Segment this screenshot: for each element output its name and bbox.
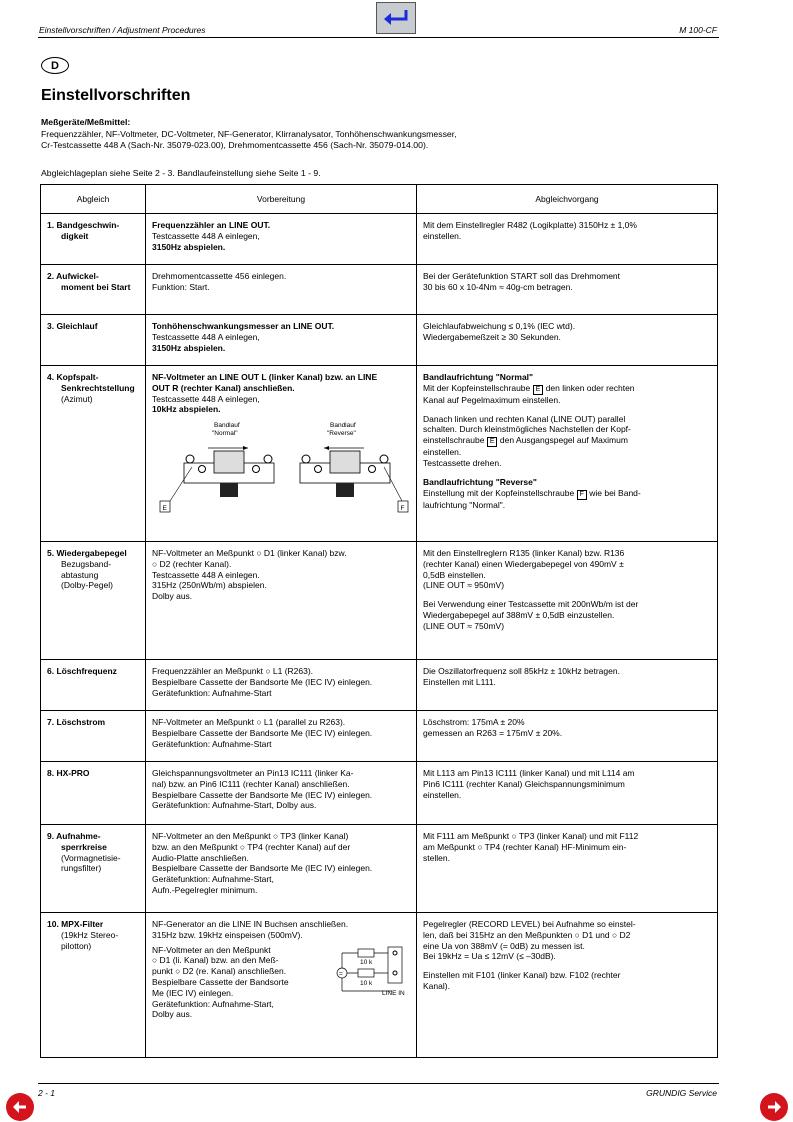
row-proc: Bandlaufrichtung "Normal" Mit der Kopfeinstellschraube E den linken oder rechten Kanal auf Pegelmaximum einstellen. Danach linken und rechten Kanal (LINE OUT) parallel schalten. Durch kleinstmögliches Nachstellen der Kopf- einstellschraube E den Ausgangspegel auf Maximum einstellen. Testcassette drehen. Bandlaufrichtung "Reverse" Einstellung mit der Kopfeinstellschraube F wie bei Band- laufrichtung "Normal". <box>417 366 718 542</box>
previous-page-button[interactable] <box>6 1093 34 1121</box>
row-prep: Tonhöhenschwankungsmesser an LINE OUT. Testcassette 448 A einlegen, 3150Hz abspielen. <box>146 315 417 366</box>
table-row <box>41 214 718 265</box>
head-reverse-drawing <box>300 446 390 497</box>
row-prep: NF-Voltmeter an Meßpunkt ○ D1 (linker Kanal) bzw. ○ D2 (rechter Kanal). Testcassette 448 A einlegen. 315Hz (250nWb/m) abspielen. Dolby aus. <box>146 542 417 660</box>
row-proc: Die Oszillatorfrequenz soll 85kHz ± 10kHz betragen. Einstellen mit L111. <box>417 660 718 711</box>
header-right: M 100-CF <box>679 25 717 35</box>
table-row <box>41 542 718 660</box>
arrow-left-icon <box>11 1098 29 1116</box>
head-alignment-diagram <box>152 421 410 515</box>
label-bandlauf-reverse-1: Bandlauf <box>330 422 356 430</box>
row-name: 4. Kopfspalt- Senkrechtstellung (Azimut) <box>41 366 146 542</box>
row-proc: Gleichlaufabweichung ≤ 0,1% (IEC wtd). Wiedergabemeßzeit ≥ 30 Sekunden. <box>417 315 718 366</box>
row-name: 9. Aufnahme- sperrkreise (Vormagnetisie- rungsfilter) <box>41 825 146 913</box>
row-name: 10. MPX-Filter (19kHz Stereo- pilotton) <box>41 913 146 1058</box>
table-row <box>41 315 718 366</box>
mpx-circuit-diagram <box>332 943 416 999</box>
table-row <box>41 825 718 913</box>
table-row <box>41 913 718 1058</box>
row-proc: Bei der Gerätefunktion START soll das Drehmoment 30 bis 60 x 10-4Nm ≈ 40g-cm betragen. <box>417 265 718 315</box>
page-number: 2 - 1 <box>38 1088 56 1098</box>
page-title: Einstellvorschriften <box>41 87 191 104</box>
row-prep: Frequenzzähler an LINE OUT. Testcassette 448 A einlegen, 3150Hz abspielen. <box>146 214 417 265</box>
next-page-button[interactable] <box>760 1093 788 1121</box>
footer-rule <box>38 1083 719 1084</box>
table-row <box>41 660 718 711</box>
resistor-1-label: 10 k <box>360 959 373 966</box>
back-button[interactable] <box>376 2 416 34</box>
header-rule <box>38 37 719 38</box>
row-proc: Mit L113 am Pin13 IC111 (linker Kanal) und mit L114 am Pin6 IC111 (rechter Kanal) Gleichspannungsminimum einstellen. <box>417 762 718 825</box>
row-prep: Frequenzzähler an Meßpunkt ○ L1 (R263). Bespielbare Cassette der Bandsorte Me (IEC IV) einlegen. Gerätefunktion: Aufnahme-Start <box>146 660 417 711</box>
row-prep: NF-Voltmeter an den Meßpunkt ○ TP3 (linker Kanal) bzw. an den Meßpunkt ○ TP4 (rechter Kanal) auf der Audio-Platte anschließen. Bespielbare Cassette der Bandsorte Me (IEC IV) einlegen. Gerätefunktion: Aufnahme-Start, Aufn.-Pegelregler minimum. <box>146 825 417 913</box>
row-proc: Mit den Einstellreglern R135 (linker Kanal) bzw. R136 (rechter Kanal) einen Wiedergabepegel von 490mV ± 0,5dB einstellen. (LINE OUT ≈ 950mV) Bei Verwendung einer Testcassette mit 200nWb/m ist der Wiedergabepegel auf 388mV ± 0,5dB einzustellen. (LINE OUT ≈ 750mV) <box>417 542 718 660</box>
row-prep: NF-Generator an die LINE IN Buchsen anschließen. 315Hz bzw. 19kHz einspeisen (500mV). NF-Voltmeter an den Meßpunkt ○ D1 (li. Kanal) bzw. an den Meß- punkt ○ D2 (re. Kanal) anschließen. Bespielbare Cassette der Bandsorte Me (IEC IV) einlegen. Gerätefunktion: Aufnahme-Start, Dolby aus. = 10 k 10 k LINE IN <box>146 913 417 1058</box>
row-proc: Pegelregler (RECORD LEVEL) bei Aufnahme so einstel- len, daß bei 315Hz an den Meßpunkten ○ D1 und ○ D2 eine Ua von 388mV (= 0dB) zu messen ist. Bei 19kHz = Ua ≤ 12mV (≤ –30dB). Einstellen mit F101 (linker Kanal) bzw. F102 (rechter Kanal). <box>417 913 718 1058</box>
screw-f-box: F <box>577 490 587 500</box>
row-proc: Löschstrom: 175mA ± 20% gemessen an R263 = 175mV ± 20%. <box>417 711 718 762</box>
row-prep: NF-Voltmeter an Meßpunkt ○ L1 (parallel zu R263). Bespielbare Cassette der Bandsorte Me (IEC IV) einlegen. Gerätefunktion: Aufnahme-Start <box>146 711 417 762</box>
row-name: 5. Wiedergabepegel Bezugsband- abtastung (Dolby-Pegel) <box>41 542 146 660</box>
row-name: 7. Löschstrom <box>41 711 146 762</box>
label-bandlauf-normal-2: "Normal" <box>212 430 238 438</box>
row-name: 1. Bandgeschwin- digkeit <box>41 214 146 265</box>
table-row <box>41 711 718 762</box>
screw-e-box: E <box>487 437 498 447</box>
resistor-2-label: 10 k <box>360 980 373 987</box>
head-diagram <box>152 421 411 515</box>
row-name: 6. Löschfrequenz <box>41 660 146 711</box>
equipment-block <box>41 117 457 152</box>
equipment-line-2: Cr-Testcassette 448 A (Sach-Nr. 35079-023.00), Drehmomentcassette 456 (Sach-Nr. 35079-014.00). <box>41 140 429 150</box>
row-name: 8. HX-PRO <box>41 762 146 825</box>
label-bandlauf-normal-1: Bandlauf <box>214 422 240 430</box>
label-bandlauf-reverse-2: "Reverse" <box>327 430 356 438</box>
header-abgleichvorgang: Abgleichvorgang <box>417 185 718 214</box>
header-vorbereitung: Vorbereitung <box>146 185 417 214</box>
row-proc: Mit F111 am Meßpunkt ○ TP3 (linker Kanal) und mit F112 am Meßpunkt ○ TP4 (rechter Kanal) HF-Minimum ein- stellen. <box>417 825 718 913</box>
table-row <box>41 762 718 825</box>
header-abgleich: Abgleich <box>41 185 146 214</box>
line-in-label: LINE IN <box>382 990 405 997</box>
plan-note: Abgleichlageplan siehe Seite 2 - 3. Bandlaufeinstellung siehe Seite 1 - 9. <box>41 168 321 178</box>
head-normal-drawing <box>184 446 274 497</box>
label-screw-e: E <box>162 505 167 513</box>
equipment-line-1: Frequenzzähler, NF-Voltmeter, DC-Voltmeter, NF-Generator, Klirranalysator, Tonhöhenschwankungsmesser, <box>41 128 457 139</box>
label-screw-f: F <box>400 505 405 513</box>
footer-brand: GRUNDIG Service <box>646 1088 717 1098</box>
row-name: 3. Gleichlauf <box>41 315 146 366</box>
arrow-right-icon <box>765 1098 783 1116</box>
row-proc: Mit dem Einstellregler R482 (Logikplatte) 3150Hz ± 1,0% einstellen. <box>417 214 718 265</box>
header-left: Einstellvorschriften / Adjustment Procedures <box>39 25 206 35</box>
screw-e-box: E <box>533 385 544 395</box>
row-name: 2. Aufwickel- moment bei Start <box>41 265 146 315</box>
row-prep: Gleichspannungsvoltmeter an Pin13 IC111 (linker Ka- nal) bzw. an Pin6 IC111 (rechter Kanal) anschließen. Bespielbare Cassette der Bandsorte Me (IEC IV) einlegen. Gerätefunktion: Aufnahme-Start, Dolby aus. <box>146 762 417 825</box>
language-badge: D <box>41 57 69 74</box>
return-arrow-icon <box>382 7 410 29</box>
row-prep: Drehmomentcassette 456 einlegen. Funktion: Start. <box>146 265 417 315</box>
svg-text:=: = <box>339 970 343 978</box>
equipment-label: Meßgeräte/Meßmittel: <box>41 117 131 127</box>
row-prep: NF-Voltmeter an LINE OUT L (linker Kanal) bzw. an LINE OUT R (rechter Kanal) anschließen. Testcassette 448 A einlegen, 10kHz abspielen. Bandlauf "Normal" Bandlauf "Reverse" E F <box>146 366 417 542</box>
table-header-row <box>41 185 718 214</box>
table-row <box>41 265 718 315</box>
adjustment-table <box>40 184 718 1058</box>
table-row <box>41 366 718 542</box>
